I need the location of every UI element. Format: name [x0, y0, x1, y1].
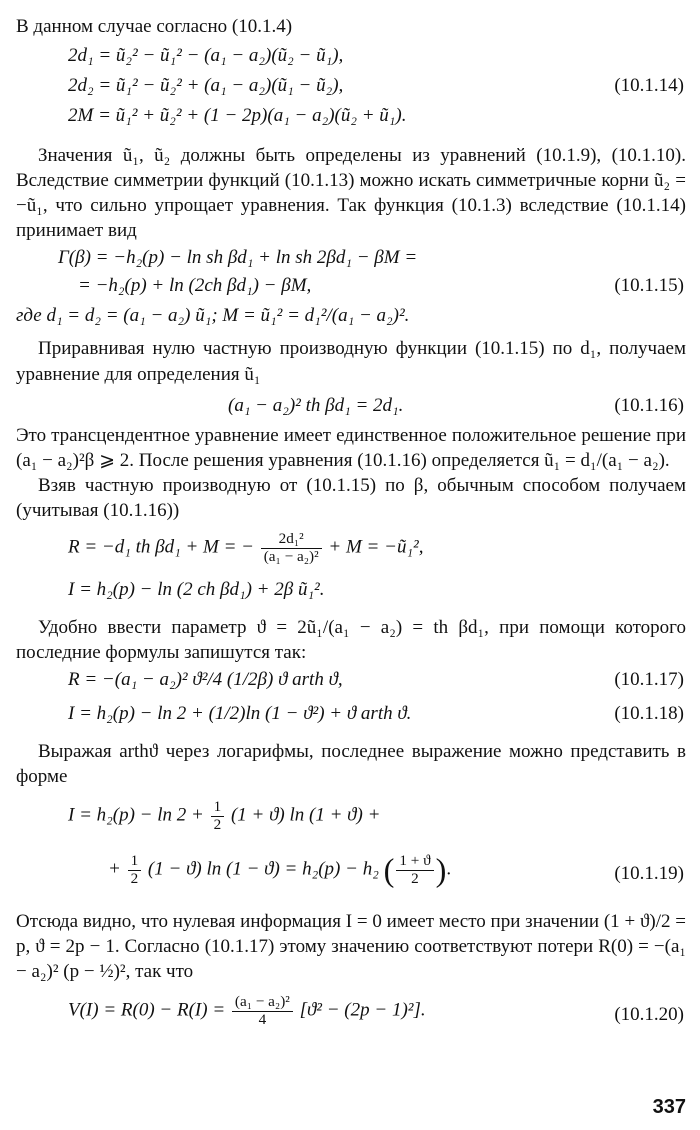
equation-10-1-19: I = h₂(p) − ln 2 + $\frac{1}{2}$ (1 + ϑ) ln (1 + ϑ) + + $\frac{1}{2}$ (1 − ϑ) ln (1 − ϑ) = h₂(p) − h₂ ( $\frac{1 + ϑ}{2}$ ). (10.1.19) — [68, 798, 684, 889]
where-line — [16, 303, 686, 328]
frac-numerator: 2d₁² — [261, 531, 322, 549]
paragraph: Это трансцендентное уравнение имеет единственное положительное решение при (a₁ − a₂)²β ⩾ 2. После решения уравнения (10.1.16) определяется ũ₁ = d₁/(a₁ − a₂). — [16, 424, 686, 471]
equation-10-1-17 — [16, 667, 686, 697]
eq-line: I = h₂(p) − ln (2 ch βd₁) + 2β ũ₁². — [68, 578, 325, 600]
equation-number: (10.1.20) — [614, 1004, 684, 1026]
equation-10-1-16 — [16, 393, 686, 423]
frac-denominator: 2 — [213, 815, 222, 833]
equation-number: (10.1.19) — [614, 863, 684, 885]
fraction-arg — [396, 853, 433, 887]
equation-number: (10.1.15) — [614, 275, 684, 297]
eq-right: [ϑ² − (2p − 1)²]. — [299, 1000, 426, 1022]
paragraph: Выражая arthϑ через логарифмы, последнее выражение можно представить в форме — [16, 741, 686, 788]
frac-denominator: (a₁ − a₂)² — [263, 547, 319, 565]
paragraph: Удобно ввести параметр ϑ = 2ũ₁/(a₁ − a₂) = th βd₁, при помощи которого последние формулы запишутся так: — [16, 616, 686, 664]
where-formula: где d₁ = d₂ = (a₁ − a₂) ũ₁; M = ũ₁² = d₁²/(a₁ − a₂)². — [16, 305, 410, 327]
eq-line: = −h₂(p) + ln (2ch βd₁) − βM, — [78, 275, 312, 297]
eq-left: R = −d₁ th βd₁ + M = − — [68, 536, 254, 558]
eq-part: I = h₂(p) − ln 2 + — [68, 804, 204, 826]
equation-number: (10.1.17) — [614, 669, 684, 691]
equation-number: (10.1.18) — [614, 703, 684, 725]
frac-denominator: 2 — [130, 869, 139, 887]
fraction — [232, 994, 293, 1028]
equation-number: (10.1.14) — [614, 75, 684, 97]
eq-line: R = −(a₁ − a₂)² ϑ²/4 (1/2β) ϑ arth ϑ, — [68, 669, 343, 691]
intro-text: В данном случае согласно (10.1.4) — [16, 16, 293, 37]
frac-denominator: 2 — [411, 869, 419, 887]
page-number: 337 — [652, 1096, 686, 1118]
eq-line: (a₁ − a₂)² th βd₁ = 2d₁. — [228, 394, 404, 416]
frac-numerator: 1 + ϑ — [396, 853, 433, 871]
eq-line: 2d₁ = ũ₂² − ũ₁² − (a₁ − a₂)(ũ₂ − ũ₁), — [68, 45, 344, 67]
equation-10-1-15 — [16, 245, 686, 303]
paragraph: Значения ũ₁, ũ₂ должны быть определены из уравнений (10.1.9), (10.1.10). Вследствие симметрии функций (10.1.13) можно искать симметричные корни ũ₂ = −ũ₁, что сильно упрощает уравнения. Так функция (10.1.3) вследствие (10.1.14) принимает вид — [16, 145, 686, 242]
paragraph: Отсюда видно, что нулевая информация I = 0 имеет место при значении (1 + ϑ)/2 = p, ϑ = 2p − 1. Согласно (10.1.17) этому значению соответствуют потери R(0) = −(a₁ − a₂)² (p − ½)², так что — [16, 911, 686, 983]
fraction-half — [211, 799, 225, 833]
document-page — [16, 14, 686, 1044]
fraction — [261, 531, 322, 565]
eq-right: + M = −ũ₁², — [328, 536, 424, 558]
eq-line: 2d₂ = ũ₁² − ũ₂² + (a₁ − a₂)(ũ₁ − ũ₂), — [68, 75, 344, 97]
equation-number: (10.1.16) — [614, 394, 684, 416]
eq-part: + — [108, 858, 121, 880]
fraction-half — [128, 853, 142, 887]
paragraph: Приравнивая нулю частную производную функции (10.1.15) по d₁, получаем уравнение для определения ũ₁ — [16, 338, 686, 385]
frac-numerator: 1 — [211, 799, 225, 817]
eq-left: V(I) = R(0) − R(I) = — [68, 1000, 226, 1022]
equation-10-1-14 — [16, 43, 686, 135]
equation-R — [16, 531, 686, 577]
paragraph: Взяв частную производную от (10.1.15) по β, обычным способом получаем (учитывая (10.1.16)) — [16, 474, 686, 521]
frac-numerator: 1 — [128, 853, 142, 871]
eq-part: (1 − ϑ) ln (1 − ϑ) = h₂(p) − h₂ — [147, 858, 379, 880]
equation-I — [16, 577, 686, 607]
frac-denominator: 4 — [258, 1011, 267, 1029]
eq-line: I = h₂(p) − ln 2 + (1/2)ln (1 − ϑ²) + ϑ arth ϑ. — [68, 703, 412, 725]
eq-line: 2M = ũ₁² + ũ₂² + (1 − 2p)(a₁ − a₂)(ũ₂ + ũ₁). — [68, 105, 407, 127]
eq-line: Γ(β) = −h₂(p) − ln sh βd₁ + ln sh 2βd₁ − βM = — [58, 247, 418, 269]
equation-10-1-18 — [16, 701, 686, 731]
frac-numerator: (a₁ − a₂)² — [232, 994, 293, 1012]
equation-10-1-20 — [16, 994, 686, 1044]
eq-part: (1 + ϑ) ln (1 + ϑ) + — [230, 804, 381, 826]
